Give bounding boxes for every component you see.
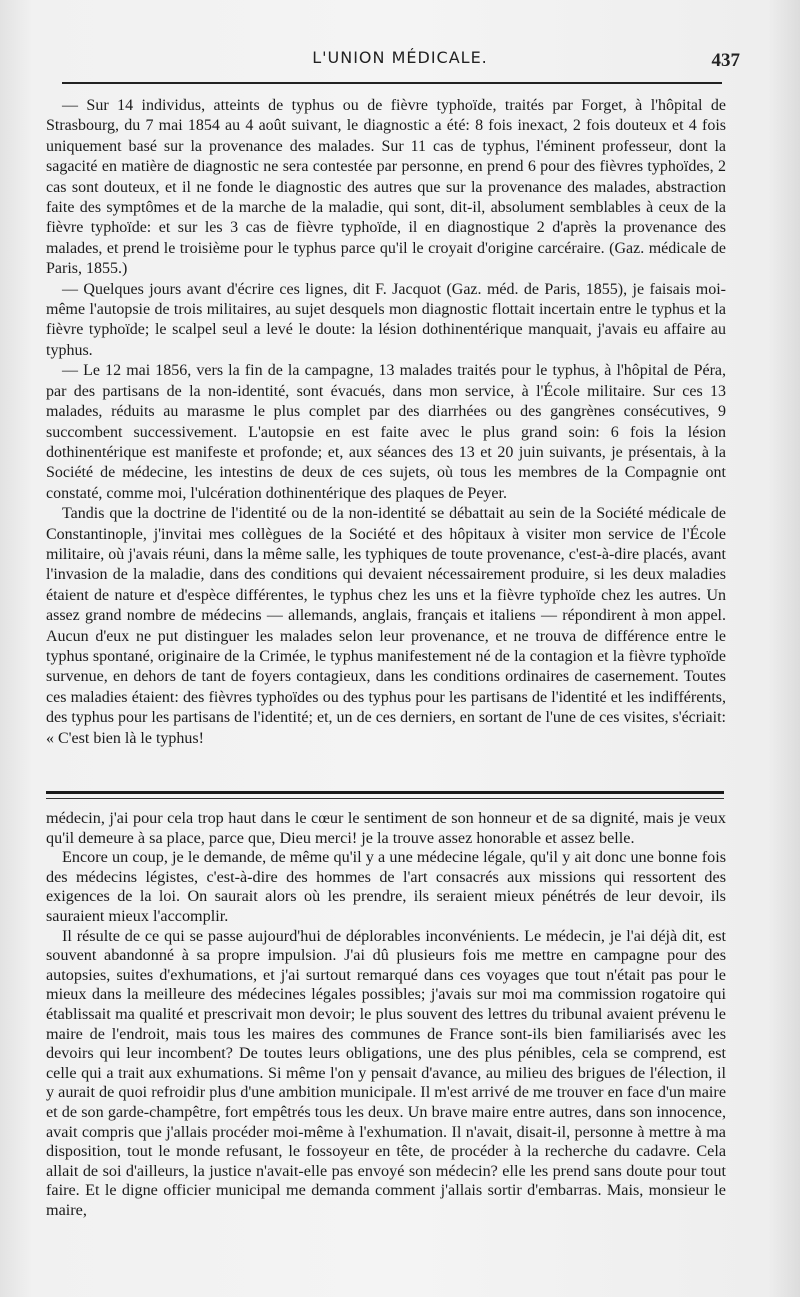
- paragraph-medecin-honneur: médecin, j'ai pour cela trop haut dans le cœur le sentiment de son honneur et de sa dignité, mais je veux qu'il demeure à sa place, parce que, Dieu merci! je la trouve assez honorable et assez belle.: [46, 809, 726, 847]
- paragraph-forget-strasbourg: — Sur 14 individus, atteints de typhus ou de fièvre typhoïde, traités par Forget, à l'hôpital de Strasbourg, du 7 mai 1854 au 4 août suivant, le diagnostic a été: 8 fois inexact, 2 fois douteux et 4 fois uniquement basé sur la provenance des malades. Sur 11 cas de typhus, l'éminent professeur, dont la sagacité en matière de diagnostic ne sera contestée par personne, en prend 6 pour des fièvres typhoïdes, 2 cas sont douteux, et il ne fonde le diagnostic des autres que sur la provenance des malades, abstraction faite des symptômes et de la marche de la maladie, qui sont, dit-il, absolument semblables à ceux de la fièvre typhoïde: et sur les 3 cas de fièvre typhoïde, il en diagnostique 2 d'après la provenance des malades, et prend le troisième pour le typhus parce qu'il le croyait d'origine carcéraire. (Gaz. médicale de Paris, 1855.): [46, 97, 726, 278]
- paragraph-constantinople: Tandis que la doctrine de l'identité ou de la non-identité se débattait au sein de la Société médicale de Constantinople, j'invitai mes collègues de la Société et des hôpitaux à visiter mon service de l'École militaire, où j'avais réuni, dans la même salle, les typhiques de toute provenance, c'est-à-dire placés, avant l'invasion de la maladie, dans des conditions qui devaient nécessairement produire, si les deux maladies étaient de nature et d'espèce différentes, le typhus chez les uns et la fièvre typhoïde chez les autres. Un assez grand nombre de médecins — allemands, anglais, français et italiens — répondirent à mon appel. Aucun d'eux ne put distinguer les malades selon leur provenance, et ne trouva de différence entre le typhus spontané, originaire de la Crimée, le typhus manifestement né de la contagion et la fièvre typhoïde survenue, en dehors de tant de foyers contagieux, dans les conditions ordinaires de casernement. Toutes ces maladies étaient: des fièvres typhoïdes ou des typhus pour les partisans de l'identité et les indifférents, des typhus pour les partisans de l'identité; et, un de ces derniers, en sortant de l'une de ces visites, s'écriait: « C'est bien là le typhus!: [46, 505, 726, 747]
- paragraph-medecins-legistes: Encore un coup, je le demande, de même qu'il y a une médecine légale, qu'il y ait donc une bonne fois des médecins légistes, c'est-à-dire des hommes de l'art consacrés aux missions qui ressortent des exigences de la loi. On saurait alors où les prendre, ils seraient mieux pénétrés de leur devoir, ils sauraient mieux l'accomplir.: [46, 848, 726, 925]
- lower-text-block: [46, 809, 726, 1220]
- running-title: L'UNION MÉDICALE.: [312, 48, 488, 67]
- paragraph-pera-1856: — Le 12 mai 1856, vers la fin de la campagne, 13 malades traités pour le typhus, à l'hôpital de Péra, par des partisans de la non-identité, sont évacués, dans mon service, à l'École militaire. Sur ces 13 malades, réduits au marasme le plus complet par des diarrhées ou des gangrènes consécutives, 9 succombent successivement. L'autopsie en est faite avec le plus grand soin: 6 fois la lésion dothinentérique est manifeste et profonde; et, aux séances des 13 et 20 juin suivants, je présentais, à la Société de médecine, les intestins de deux de ces sujets, où tous les membres de la Compagnie ont constaté, comme moi, l'ulcération dothinentérique des plaques de Peyer.: [46, 362, 726, 502]
- page-header: [60, 48, 740, 74]
- page-number: 437: [711, 50, 740, 71]
- header-rule: [62, 82, 722, 84]
- paragraph-jacquot: — Quelques jours avant d'écrire ces lignes, dit F. Jacquot (Gaz. méd. de Paris, 1855), je faisais moi-même l'autopsie de trois militaires, au sujet desquels mon diagnostic flottait incertain entre le typhus et la fièvre typhoïde; le scalpel seul a levé le doute: la lésion dothinentérique manquait, j'avais eu affaire au typhus.: [46, 280, 726, 359]
- upper-text-block: [46, 96, 726, 749]
- paragraph-inconvenients: Il résulte de ce qui se passe aujourd'hui de déplorables inconvénients. Le médecin, je l'ai déjà dit, est souvent abandonné à sa propre impulsion. J'ai dû plusieurs fois me mettre en campagne pour des autopsies, suites d'exhumations, et j'ai surtout remarqué dans ces voyages que tout n'était pas pour le mieux dans la meilleure des médecines légales possibles; j'avais sur moi ma commission rogatoire qui établissait ma qualité et prescrivait mon devoir; le plus souvent des lettres du tribunal avaient prévenu le maire de l'endroit, mais tous les maires des communes de France sont-ils bien familiarisés avec les devoirs qui leur incombent? De toutes leurs obligations, une des plus pénibles, cela se comprend, est celle qui a trait aux exhumations. Si même l'on y pensait d'avance, au milieu des brigues de l'élection, il y aurait de quoi refroidir plus d'une ambition municipale. Il m'est arrivé de me trouver en face d'un maire et de son garde-champêtre, fort empêtrés tous les deux. Un brave maire entre autres, dans son innocence, avait compris que j'allais procéder moi-même à l'exhumation. Il n'avait, disait-il, personne à mettre à ma disposition, tout le monde refusant, le fossoyeur en tête, de procéder à la recherche du cadavre. Cela allait de soi d'ailleurs, la justice n'avait-elle pas envoyé son médecin? elle les prend sans doute pour tout faire. Et le digne officier municipal me demanda comment j'allais sortir d'embarras. Mais, monsieur le maire,: [46, 926, 726, 1219]
- section-divider: [46, 791, 724, 799]
